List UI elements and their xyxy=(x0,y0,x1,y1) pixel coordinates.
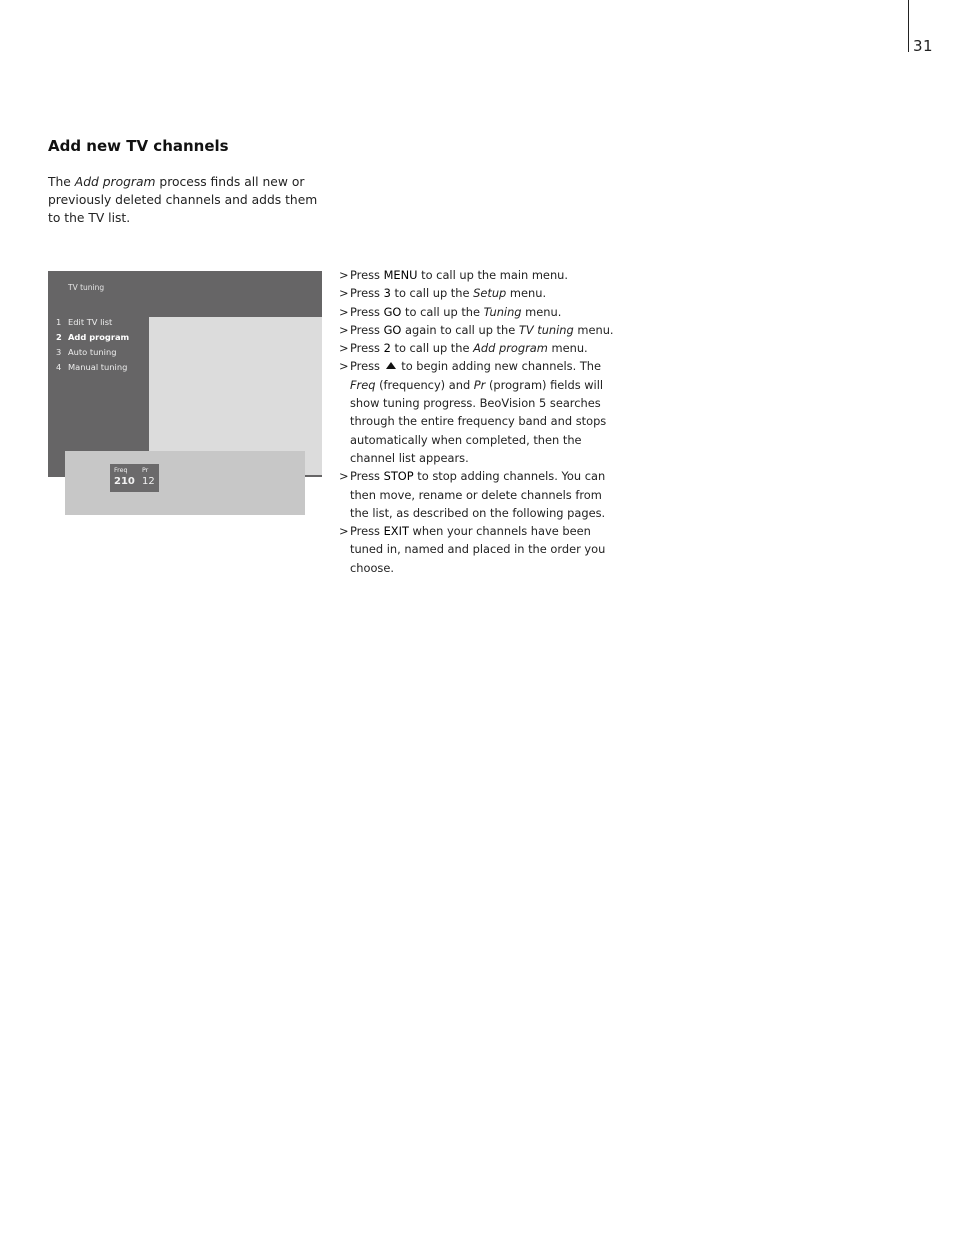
step-text: (frequency) and xyxy=(375,377,474,392)
step-text: again to call up the xyxy=(401,322,519,337)
step-arrow: > xyxy=(339,341,349,356)
menu-name: Tuning xyxy=(483,304,522,319)
menu-item-number: 3 xyxy=(56,347,62,357)
intro-emphasis: Add program xyxy=(74,175,156,189)
step-arrow: > xyxy=(339,286,349,301)
menu-name: Setup xyxy=(473,286,507,301)
menu-item-number: 4 xyxy=(56,362,62,372)
key-label: STOP xyxy=(383,469,414,484)
step-arrow: > xyxy=(339,322,349,337)
step-text: Press xyxy=(350,286,384,301)
page-number: 31 xyxy=(913,37,934,55)
step-text: to call up the xyxy=(390,341,474,356)
step-tv-tuning xyxy=(339,321,624,339)
step-text: Press xyxy=(350,268,384,282)
key-label: GO xyxy=(383,322,402,337)
tv-menu-item-edit-tv-list xyxy=(56,315,129,330)
menu-name: Add program xyxy=(473,341,548,356)
key-label: EXIT xyxy=(383,524,409,539)
step-tuning xyxy=(339,303,624,321)
step-text: menu. xyxy=(547,341,588,356)
step-text: Press xyxy=(350,304,384,319)
tv-menu-list xyxy=(56,315,129,375)
up-arrow-icon xyxy=(386,362,396,369)
step-text: when your channels have been tuned in, named and placed in the order you choose. xyxy=(350,524,606,575)
freq-pr-readout xyxy=(110,464,159,492)
step-menu xyxy=(339,266,624,284)
step-arrow: > xyxy=(339,359,349,374)
step-text: Press xyxy=(350,341,384,356)
step-start-adding xyxy=(339,357,624,467)
step-arrow: > xyxy=(339,268,349,282)
step-exit xyxy=(339,522,624,577)
step-text: to begin adding new channels. The xyxy=(397,359,602,374)
step-text: menu. xyxy=(573,322,614,337)
step-arrow: > xyxy=(339,524,349,539)
step-arrow: > xyxy=(339,469,349,484)
tuning-progress-panel xyxy=(65,451,305,515)
step-text: (program) fields will show tuning progress. BeoVision 5 searches through the entire frequency band and stops automatically when completed, then the channel list appears. xyxy=(350,377,607,465)
step-text: menu. xyxy=(521,304,562,319)
tv-menu-item-add-program xyxy=(56,330,129,345)
intro-paragraph xyxy=(48,173,328,227)
intro-text: process finds all new or previously deleted channels and adds them to the TV list. xyxy=(48,175,318,225)
key-label: MENU xyxy=(383,268,418,282)
menu-item-number: 1 xyxy=(56,317,62,327)
step-stop xyxy=(339,467,624,522)
step-setup xyxy=(339,284,624,302)
step-add-program xyxy=(339,339,624,357)
instruction-steps xyxy=(339,266,624,577)
pr-value: 12 xyxy=(142,476,155,487)
key-label: 2 xyxy=(383,341,391,356)
step-arrow: > xyxy=(339,304,349,319)
tv-menu-item-auto-tuning xyxy=(56,345,129,360)
key-label: 3 xyxy=(383,286,391,301)
menu-item-number: 2 xyxy=(56,332,62,342)
field-name: Pr xyxy=(473,377,486,392)
step-text: to call up the main menu. xyxy=(417,268,568,282)
field-name: Freq xyxy=(350,377,376,392)
freq-value: 210 xyxy=(114,476,135,487)
key-label: GO xyxy=(383,304,402,319)
freq-label: Freq xyxy=(114,467,128,474)
tv-menu-item-manual-tuning xyxy=(56,360,129,375)
menu-name: TV tuning xyxy=(518,322,574,337)
page-margin-rule xyxy=(908,0,909,52)
tv-menu-title: TV tuning xyxy=(68,283,105,292)
intro-text: The xyxy=(48,175,75,189)
menu-item-label: Add program xyxy=(68,332,130,342)
step-text: Press xyxy=(350,524,384,539)
pr-label: Pr xyxy=(142,467,149,474)
tv-tuning-menu-illustration xyxy=(48,271,322,477)
step-text: to stop adding channels. You can then move, rename or delete channels from the list, as described on the following pages. xyxy=(350,469,606,520)
step-text: menu. xyxy=(506,286,547,301)
menu-item-label: Manual tuning xyxy=(68,362,128,372)
menu-item-label: Auto tuning xyxy=(68,347,117,357)
step-text: to call up the xyxy=(401,304,484,319)
menu-item-label: Edit TV list xyxy=(68,317,113,327)
step-text: Press xyxy=(350,322,384,337)
step-text: Press xyxy=(350,359,384,374)
step-text: to call up the xyxy=(390,286,474,301)
section-title: Add new TV channels xyxy=(48,137,229,155)
step-text: Press xyxy=(350,469,384,484)
